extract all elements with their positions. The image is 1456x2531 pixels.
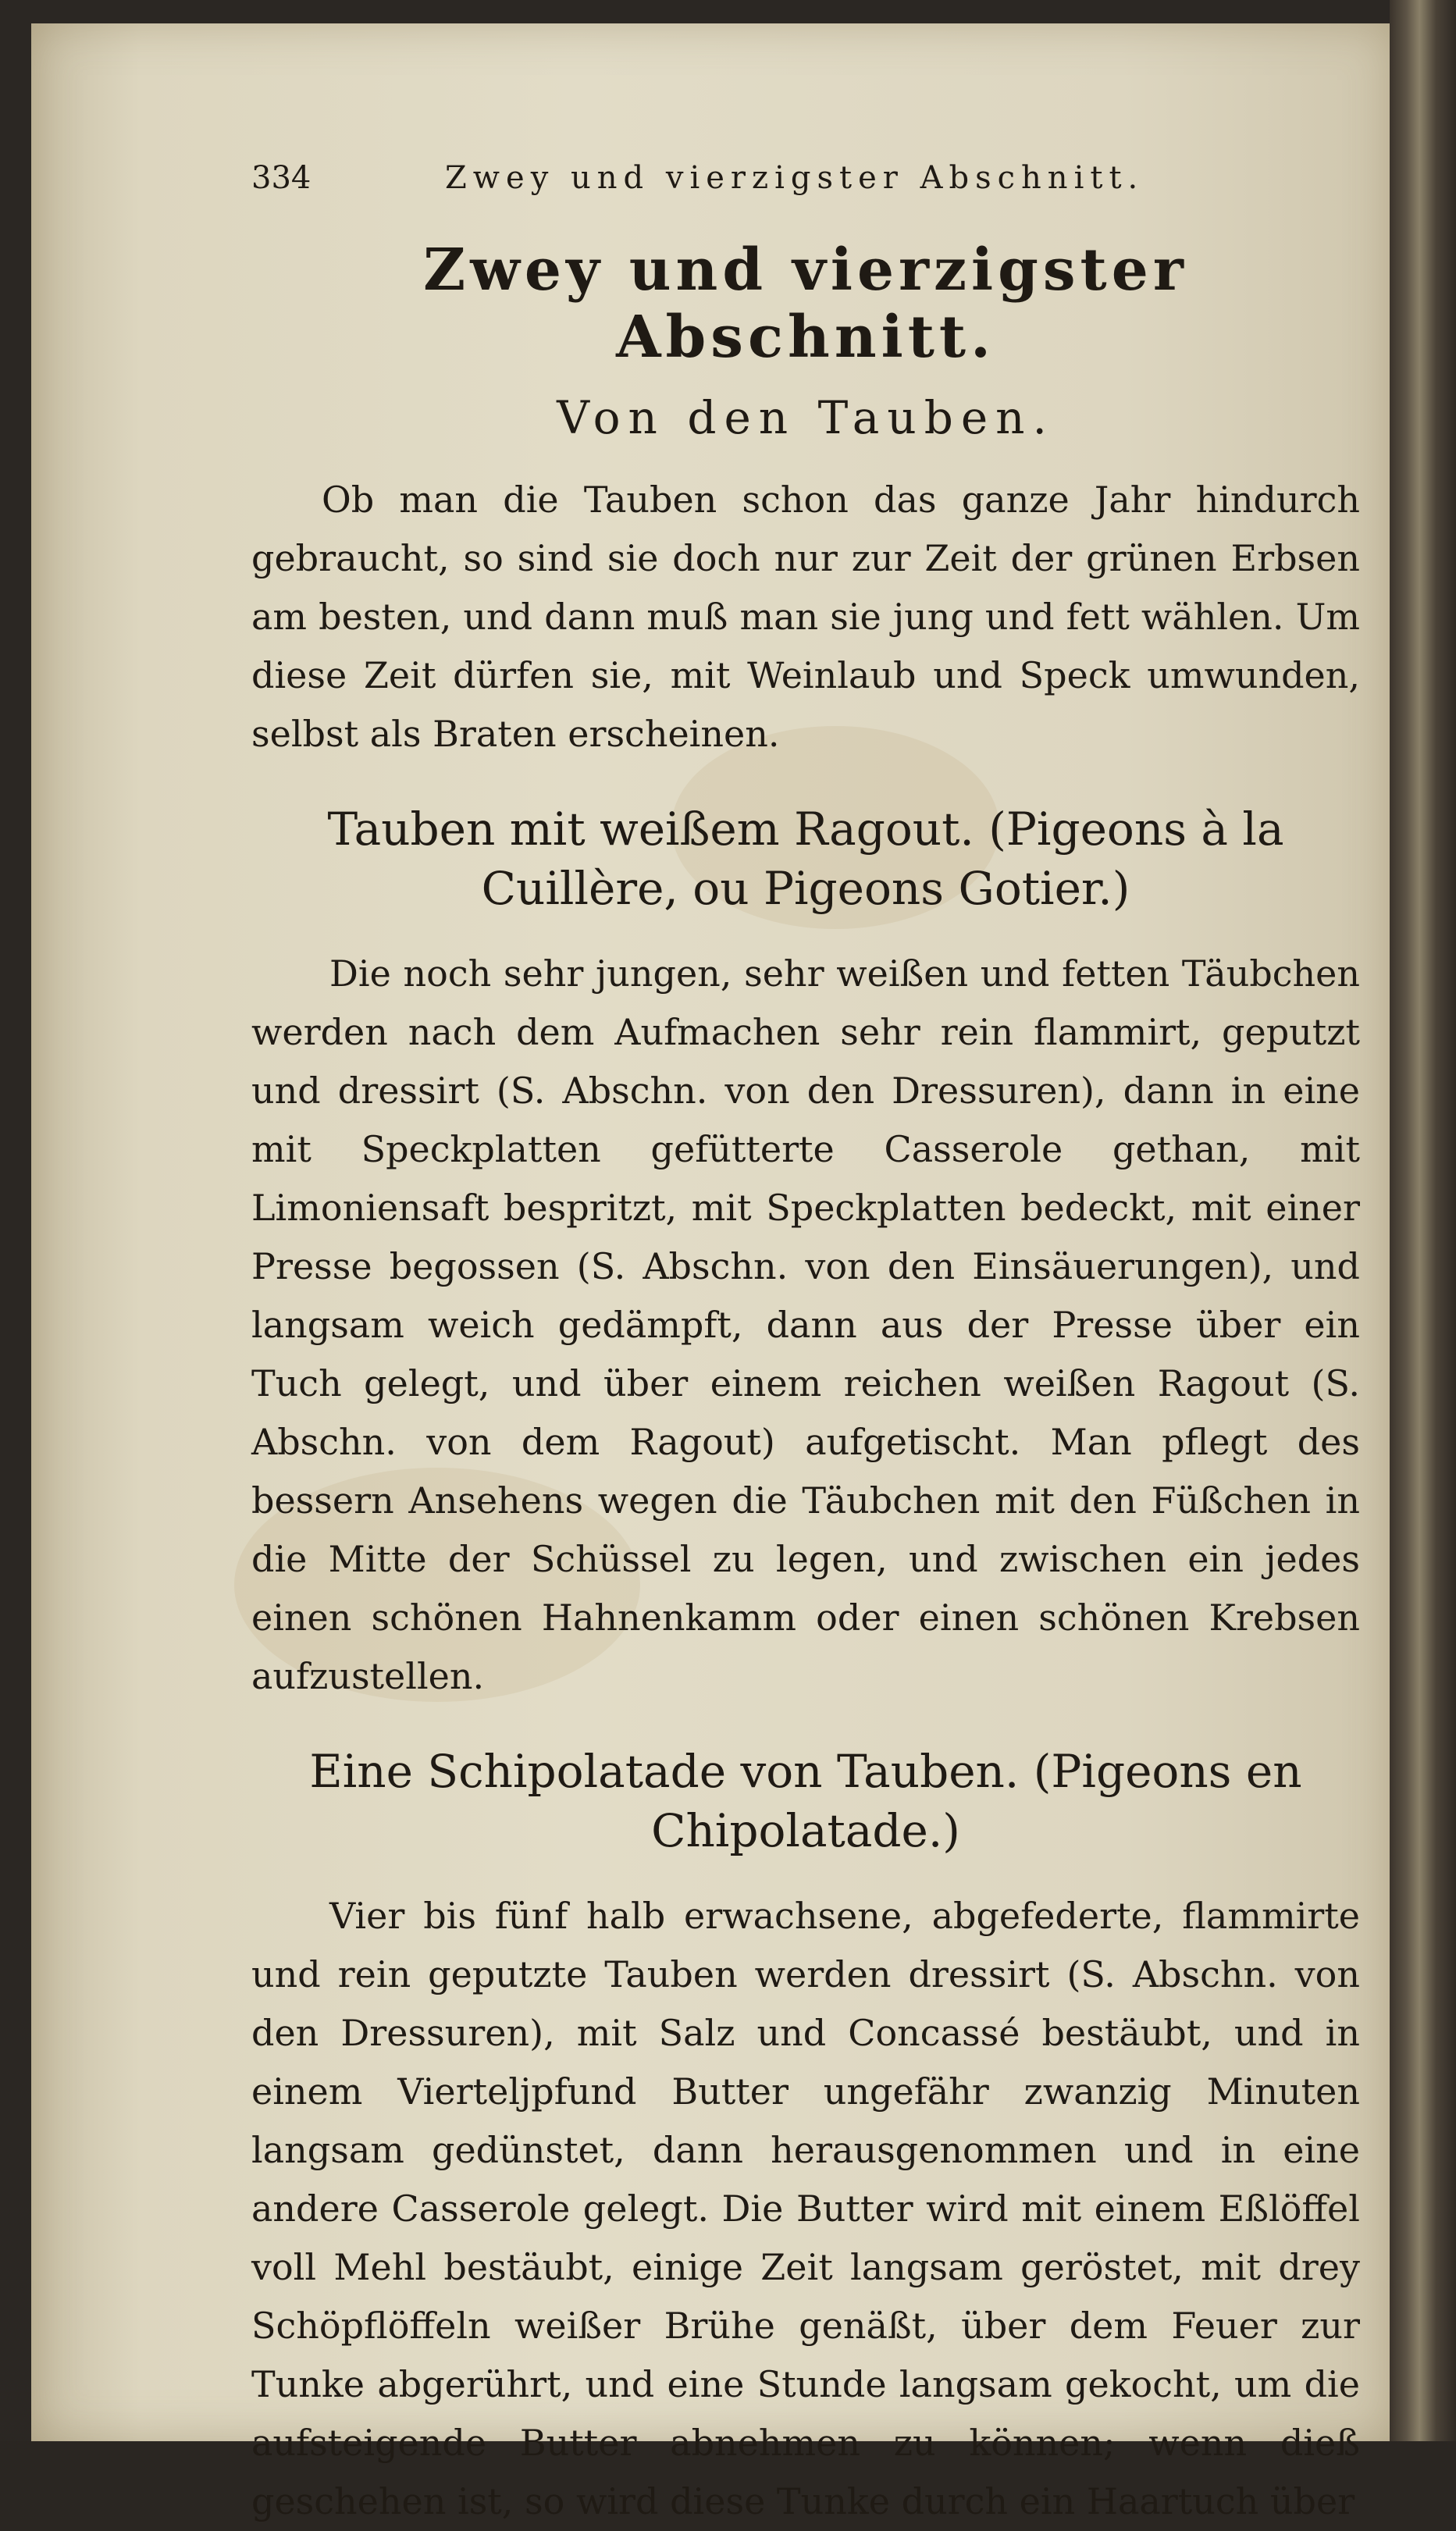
book-edge	[1390, 0, 1456, 2441]
recipe-body: Die noch sehr jungen, sehr weißen und fetten Täubchen werden nach dem Aufmachen sehr rein flammirt, geputzt und dressirt (S. Abschn. von den Dressuren), dann in eine mit Speckplatten gefütterte Casserole gethan, mit Limoniensaft bespritzt, mit Speckplatten bedeckt, mit einer Presse begossen (S. Abschn. von den Einsäuerungen), und langsam weich gedämpft, dann aus der Presse über ein Tuch gelegt, und über einem reichen weißen Ragout (S. Abschn. von dem Ragout) aufgetischt. Man pflegt des bessern Ansehens wegen die Täubchen mit den Füßchen in die Mitte der Schüssel zu legen, und zwischen ein jedes einen schönen Hahnenkamm oder einen schönen Krebsen aufzustellen.	[251, 952, 1360, 1697]
page-text	[251, 144, 1360, 2531]
chapter-title: Zwey und vierzigster Abschnitt.	[423, 237, 1188, 371]
recipe-body: Vier bis fünf halb erwachsene, abgefederte, flammirte und rein geputzte Tauben werden dressirt (S. Abschn. von den Dressuren), mit Salz und Concassé bestäubt, und in einem Vierteljpfund Butter ungefähr zwanzig Minuten langsam gedünstet, dann herausgenommen und in eine andere Casserole gelegt. Die Butter wird mit einem Eßlöffel voll Mehl bestäubt, einige Zeit langsam geröstet, mit drey Schöpflöffeln weißer Brühe genäßt, über dem Feuer zur Tunke abgerührt, und eine Stunde langsam gekocht, um die aufsteigende Butter abnehmen zu können; wenn dieß geschehen ist, so wird diese Tunke durch ein Haartuch über	[251, 1895, 1360, 2522]
recipe-title: Eine Schipolatade von Tauben. (Pigeons en Chipolatade.)	[309, 1745, 1302, 1857]
section-title: Von den Tauben.	[557, 391, 1055, 444]
running-head	[251, 144, 1360, 222]
recipe-title: Tauben mit weißem Ragout. (Pigeons à la Cuillère, ou Pigeons Gotier.)	[327, 803, 1284, 915]
intro-paragraph: Ob man die Tauben schon das ganze Jahr hindurch gebraucht, so sind sie doch nur zur Zeit der grünen Erbsen am besten, und dann muß man sie jung und fett wählen. Um diese Zeit dürfen sie, mit Weinlaub und Speck umwunden, selbst als Braten erscheinen.	[251, 479, 1360, 755]
page-number: 334	[251, 160, 311, 196]
running-title: Zwey und vierzigster Abschnitt.	[445, 160, 1145, 196]
